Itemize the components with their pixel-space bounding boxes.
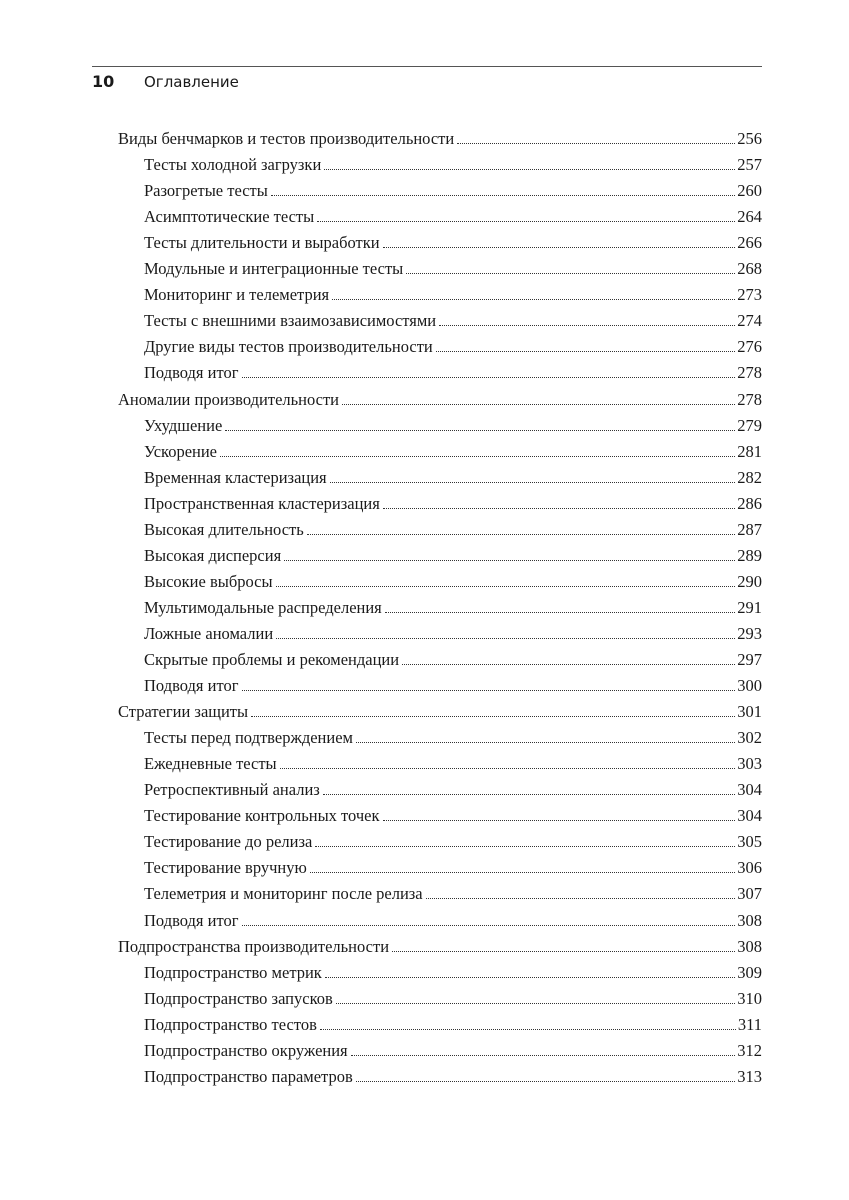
toc-entry-title: Виды бенчмарков и тестов производительности xyxy=(118,129,455,148)
section-title: Оглавление xyxy=(144,73,239,91)
toc-entry-title: Стратегии защиты xyxy=(118,702,249,722)
dot-leader xyxy=(392,951,735,952)
toc-entry-title: Подводя итог xyxy=(144,363,239,383)
toc-entry[interactable] xyxy=(118,696,762,722)
dot-leader xyxy=(307,534,735,535)
page-header xyxy=(92,72,239,92)
dot-leader xyxy=(280,768,736,769)
toc-entry[interactable] xyxy=(144,462,762,488)
toc-entry-title: Ретроспективный анализ xyxy=(144,780,320,800)
dot-leader xyxy=(383,508,735,509)
toc-entry-page: 305 xyxy=(737,832,762,852)
toc-entry[interactable] xyxy=(144,878,762,904)
toc-entry[interactable] xyxy=(144,826,762,852)
toc-entry-page: 301 xyxy=(737,702,762,722)
toc-entry[interactable] xyxy=(144,1061,762,1087)
dot-leader xyxy=(271,195,735,196)
toc-entry-title: Ложные аномалии xyxy=(144,623,274,643)
toc-entry-page: 266 xyxy=(737,233,762,253)
toc-entry-page: 282 xyxy=(737,467,762,487)
dot-leader xyxy=(225,430,735,431)
dot-leader xyxy=(356,1081,736,1082)
toc-entry-page: 304 xyxy=(737,806,762,826)
toc-entry-title: Подпространство параметров xyxy=(144,1066,353,1086)
dot-leader xyxy=(324,169,735,170)
dot-leader xyxy=(251,716,735,717)
toc-entry-page: 297 xyxy=(737,650,762,669)
toc-entry[interactable] xyxy=(118,123,762,149)
toc-entry-page: 310 xyxy=(737,988,762,1008)
toc-entry[interactable] xyxy=(144,800,762,826)
toc-entry-page: 274 xyxy=(737,311,762,331)
toc-entry-title: Скрытые проблемы и рекомендации xyxy=(144,650,400,669)
toc-entry-title: Телеметрия и мониторинг после релиза xyxy=(144,884,423,904)
toc-entry[interactable] xyxy=(144,748,762,774)
toc-entry[interactable] xyxy=(144,722,762,748)
dot-leader xyxy=(317,221,735,222)
toc-entry-page: 257 xyxy=(737,155,762,175)
toc-entry[interactable] xyxy=(144,253,762,279)
toc-entry-page: 276 xyxy=(737,337,762,357)
toc-entry[interactable] xyxy=(144,957,762,983)
toc-entry-page: 290 xyxy=(737,571,762,591)
dot-leader xyxy=(336,1003,735,1004)
toc-entry[interactable] xyxy=(118,931,762,957)
toc-entry-page: 306 xyxy=(737,858,762,878)
toc-entry-page: 279 xyxy=(737,415,762,435)
dot-leader xyxy=(323,794,735,795)
toc-entry-title: Высокие выбросы xyxy=(144,571,273,591)
toc-entry-page: 300 xyxy=(737,676,762,696)
dot-leader xyxy=(220,456,735,457)
toc-entry[interactable] xyxy=(144,670,762,696)
dot-leader xyxy=(310,872,735,873)
toc-entry-page: 278 xyxy=(737,389,762,409)
toc-entry-title: Пространственная кластеризация xyxy=(144,493,380,513)
toc-entry-title: Подводя итог xyxy=(144,910,239,930)
toc-entry[interactable] xyxy=(144,305,762,331)
toc-entry[interactable] xyxy=(144,175,762,201)
dot-leader xyxy=(385,612,735,613)
dot-leader xyxy=(383,247,736,248)
dot-leader xyxy=(284,560,735,561)
toc-entry-title: Модульные и интеграционные тесты xyxy=(144,259,404,279)
dot-leader xyxy=(325,977,735,978)
toc-entry[interactable] xyxy=(144,644,762,670)
dot-leader xyxy=(356,742,735,743)
toc-entry-page: 264 xyxy=(737,207,762,227)
toc-entry-page: 312 xyxy=(737,1040,762,1060)
toc-entry-title: Тесты длительности и выработки xyxy=(144,233,380,253)
toc-entry-page: 281 xyxy=(737,441,762,461)
dot-leader xyxy=(351,1055,736,1056)
toc-entry-title: Подпространство метрик xyxy=(144,962,322,982)
dot-leader xyxy=(320,1029,736,1030)
toc-entry-page: 309 xyxy=(737,962,762,982)
toc-entry-page: 293 xyxy=(737,623,762,643)
toc-entry[interactable] xyxy=(144,592,762,618)
toc-entry[interactable] xyxy=(144,436,762,462)
toc-entry-page: 268 xyxy=(737,259,762,279)
dot-leader xyxy=(383,820,736,821)
toc-entry-title: Подводя итог xyxy=(144,676,239,696)
dot-leader xyxy=(436,351,736,352)
toc-entry[interactable] xyxy=(144,279,762,305)
dot-leader xyxy=(276,638,735,639)
header-rule xyxy=(92,66,762,67)
toc-entry-title: Высокая дисперсия xyxy=(144,545,282,565)
toc-entry-title: Тесты холодной загрузки xyxy=(144,155,322,175)
toc-entry-page: 260 xyxy=(737,181,762,201)
toc-entry-page: 256 xyxy=(737,129,762,148)
toc-entry-title: Мониторинг и телеметрия xyxy=(144,285,330,305)
toc-entry-title: Подпространство окружения xyxy=(144,1040,348,1060)
dot-leader xyxy=(315,846,735,847)
toc-entry-page: 313 xyxy=(737,1066,762,1086)
toc-entry[interactable] xyxy=(144,149,762,175)
toc-entry-page: 287 xyxy=(737,519,762,539)
toc-entry-title: Ежедневные тесты xyxy=(144,754,277,774)
toc-entry[interactable] xyxy=(144,618,762,644)
toc-entry-page: 307 xyxy=(737,884,762,904)
dot-leader xyxy=(426,898,736,899)
toc-entry[interactable] xyxy=(118,384,762,410)
dot-leader xyxy=(242,377,736,378)
page-number: 10 xyxy=(92,72,115,91)
toc-entry-title: Тестирование до релиза xyxy=(144,832,313,852)
toc-entry-title: Подпространство тестов xyxy=(144,1014,317,1034)
toc-entry[interactable] xyxy=(144,331,762,357)
toc-entry-title: Временная кластеризация xyxy=(144,467,327,487)
toc-entry-title: Тесты перед подтверждением xyxy=(144,728,353,748)
toc-entry[interactable] xyxy=(144,1009,762,1035)
toc-entry-page: 273 xyxy=(737,285,762,305)
dot-leader xyxy=(330,482,736,483)
toc-entry-title: Тесты с внешними взаимозависимостями xyxy=(144,311,437,331)
toc-entry-title: Подпространства производительности xyxy=(118,936,390,956)
toc-entry-title: Высокая длительность xyxy=(144,519,304,539)
toc-entry-page: 289 xyxy=(737,545,762,565)
toc-entry[interactable] xyxy=(144,905,762,931)
toc-entry[interactable] xyxy=(144,410,762,436)
toc-entry-title: Аномалии производительности xyxy=(118,389,340,409)
dot-leader xyxy=(406,273,735,274)
dot-leader xyxy=(332,299,735,300)
toc-entry-title: Асимптотические тесты xyxy=(144,207,315,227)
toc-entry-title: Подпространство запусков xyxy=(144,988,333,1008)
toc-entry-title: Разогретые тесты xyxy=(144,181,268,201)
toc-entry[interactable] xyxy=(144,488,762,514)
toc-entry-title: Другие виды тестов производительности xyxy=(144,337,433,357)
dot-leader xyxy=(402,664,735,665)
toc-entry-title: Тестирование вручную xyxy=(144,858,307,878)
toc-entry[interactable] xyxy=(144,357,762,383)
toc-entry-title: Тестирование контрольных точек xyxy=(144,806,380,826)
toc-entry-page: 311 xyxy=(737,1014,762,1034)
toc-entry[interactable] xyxy=(144,566,762,592)
toc-entry[interactable] xyxy=(144,201,762,227)
toc-entry[interactable] xyxy=(144,852,762,878)
dot-leader xyxy=(342,404,735,405)
toc-entry[interactable] xyxy=(144,774,762,800)
dot-leader xyxy=(439,325,735,326)
toc-entry-page: 308 xyxy=(737,936,762,956)
toc-entry-page: 302 xyxy=(737,728,762,748)
toc-entry-title: Мультимодальные распределения xyxy=(144,597,382,617)
toc-entry-title: Ускорение xyxy=(144,441,218,461)
dot-leader xyxy=(242,690,736,691)
toc-entry[interactable] xyxy=(144,227,762,253)
dot-leader xyxy=(242,925,736,926)
toc-entry-page: 304 xyxy=(737,780,762,800)
toc-entry-title: Ухудшение xyxy=(144,415,223,435)
toc-entry-page: 303 xyxy=(737,754,762,774)
toc-entry[interactable] xyxy=(144,514,762,540)
dot-leader xyxy=(276,586,736,587)
toc-entry-page: 286 xyxy=(737,493,762,513)
toc-entry-page: 291 xyxy=(737,597,762,617)
toc-entry[interactable] xyxy=(144,540,762,566)
toc-entry[interactable] xyxy=(144,1035,762,1061)
toc-entry[interactable] xyxy=(144,983,762,1009)
toc-entry-page: 308 xyxy=(737,910,762,930)
dot-leader xyxy=(457,143,735,144)
toc-entry-page: 278 xyxy=(737,363,762,383)
